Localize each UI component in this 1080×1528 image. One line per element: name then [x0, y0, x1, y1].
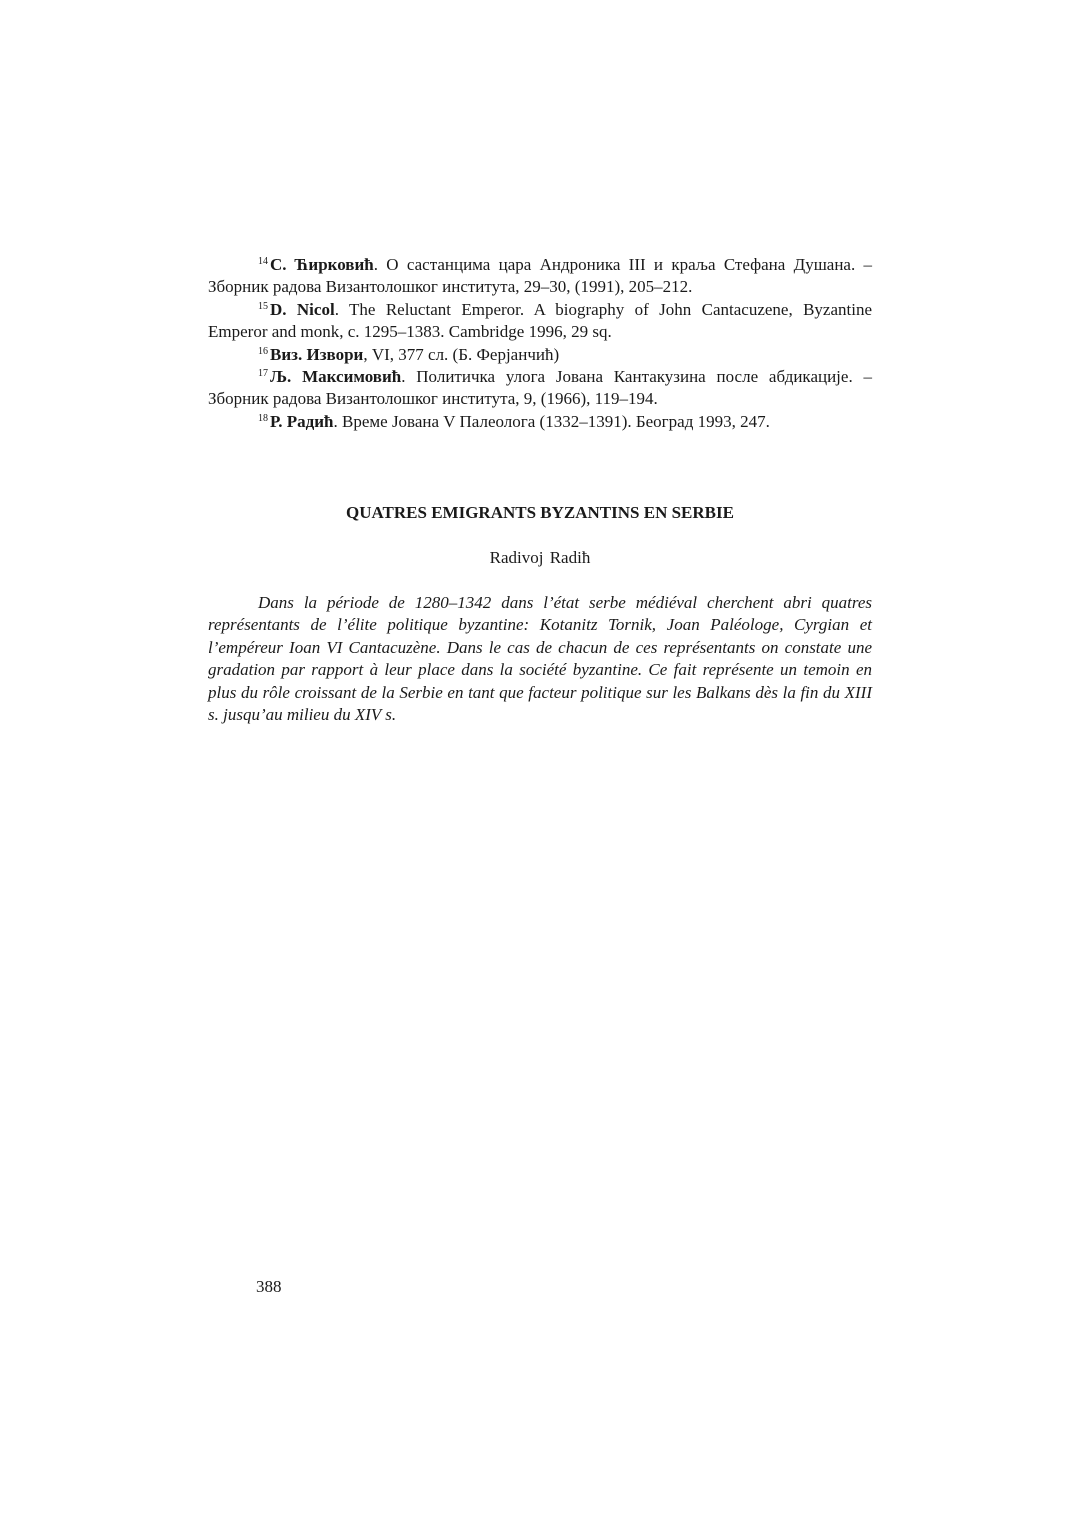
- page-number: 388: [256, 1277, 282, 1296]
- footnote-number: 16: [258, 345, 268, 357]
- footnote-16: [208, 344, 872, 366]
- footnote-number: 14: [258, 256, 268, 267]
- footnote-author: С. Ћирковић: [270, 255, 374, 274]
- footnotes: [208, 254, 872, 433]
- footnote-number: 15: [258, 300, 268, 312]
- footnote-15: [208, 299, 872, 344]
- summary-title: QUATRES EMIGRANTS BYZANTINS EN SERBIE: [346, 503, 734, 522]
- footnote-14: [208, 254, 872, 299]
- footnote-author: Виз. Извори: [270, 344, 364, 364]
- footnote-text: . Време Јована V Палеолога (1332–1391). Београд 1993, 247.: [333, 411, 770, 431]
- footnote-text: . О састанцима цара Андроника III и краља Стефана Душана. – Зборник радова Византолошког института, 29–30, (1991), 205–212.: [208, 255, 873, 297]
- footnote-number: 18: [258, 412, 268, 424]
- footnote-author: Р. Радић: [270, 411, 334, 431]
- footnote-17: [208, 366, 872, 411]
- footnote-author: Љ. Максимовић: [270, 367, 402, 387]
- footnote-text: , VI, 377 сл. (Б. Ферјанчић): [363, 344, 560, 364]
- footnote-18: [208, 411, 872, 433]
- footnote-text: . Политичка улога Јована Кантакузина после абдикације. – Зборник радова Византолошког института, 9, (1966), 119–194.: [208, 367, 872, 409]
- footnote-author: D. Nicol: [270, 299, 335, 319]
- footnote-text: . The Reluctant Emperor. A biography of John Cantacuzene, Byzantine Emperor and monk, c. 1295–1383. Cambridge 1996, 29 sq.: [208, 299, 873, 342]
- summary-author: Radivoj Radiћ: [489, 548, 591, 567]
- footnote-number: 17: [258, 368, 268, 380]
- summary-text: Dans la période de 1280–1342 dans l’état serbe médiéval cherchent abri quatres représentants de l’élite politique byzantine: Kotanitz Tornik, Joan Paléologe, Cyrgian et l’empéreur Ioan VI Cantacuzène. Dans le cas de chacun de ces représentants on constate une gradation par rapport à leur place dans la société byzantine. Ce fait représente un temoin en plus du rôle croissant de la Serbie en tant que facteur politique sur les Balkans dès la fin du XIII s. jusqu’au milieu du XIV s.: [208, 593, 872, 725]
